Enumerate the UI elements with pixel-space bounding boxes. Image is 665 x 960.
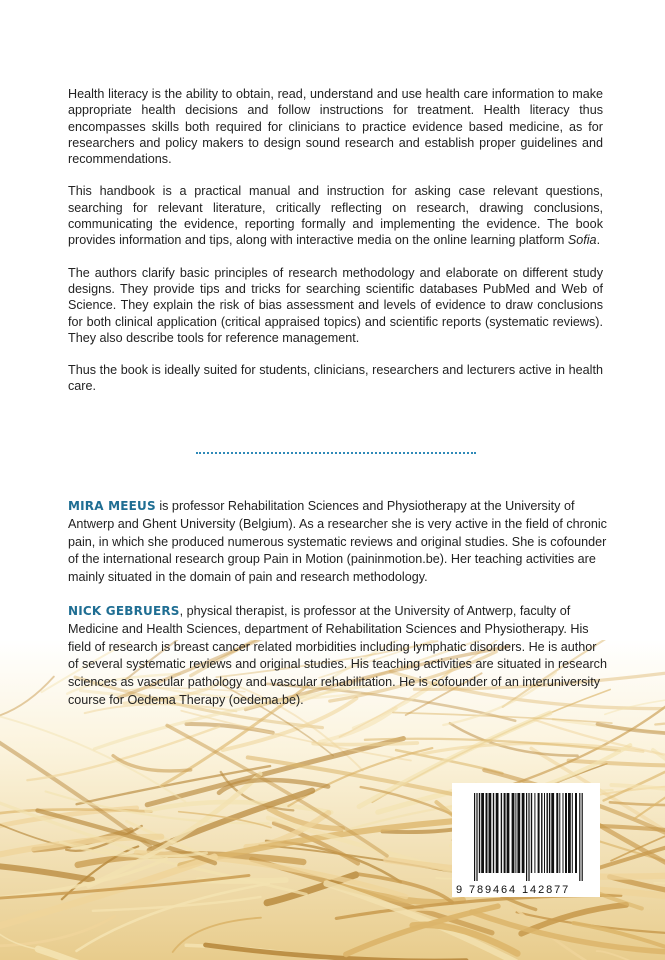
barcode-bar (517, 793, 520, 873)
barcode-bar (496, 793, 499, 873)
barcode-bar (572, 793, 573, 873)
barcode-bar (541, 793, 542, 873)
barcode-bar (501, 793, 502, 873)
description-paragraph: Thus the book is ideally suited for students, clinicians, researchers and lecturers active in health care. (68, 363, 603, 394)
description-paragraph (68, 183, 603, 248)
barcode-bar (504, 793, 506, 873)
description-paragraph: The authors clarify basic principles of research methodology and elaborate on different study designs. They provide tips and tricks for searching scientific databases PubMed and Web of Science. They explain the risk of bias assessment and levels of evidence to draw conclusions for both clinical application (critical appraised topics) and scientific reports (systematic reviews). They also describe tools for reference management. (68, 265, 603, 345)
isbn-barcode-graphic (452, 783, 600, 883)
barcode-bar (559, 793, 560, 873)
barcode-bar (512, 793, 515, 873)
book-description (68, 86, 603, 411)
barcode-bar (507, 793, 510, 873)
barcode-bar (479, 793, 480, 873)
isbn-barcode (452, 783, 600, 897)
barcode-bar (563, 793, 564, 873)
author-bio (68, 603, 608, 710)
barcode-bar (549, 793, 550, 873)
barcode-bar (515, 793, 516, 873)
barcode-bar (556, 793, 558, 873)
barcode-bar (565, 793, 567, 873)
barcode-bar (476, 793, 477, 881)
barcode-bar (474, 793, 475, 881)
platform-name: Sofia (567, 233, 597, 248)
description-text-end: . (596, 233, 601, 248)
barcode-bar (575, 793, 577, 873)
barcode-bar (538, 793, 540, 873)
barcode-bar (522, 793, 525, 873)
barcode-bar (579, 793, 580, 881)
barcode-bar (528, 793, 529, 881)
author-bio (68, 498, 608, 587)
barcode-bar (493, 793, 494, 873)
author-bio-text: , physical therapist, is professor at the University of Antwerp, faculty of Medicine and Health Sciences, department of Rehabilitation Sciences and Physiotherapy. His field of research is breast cancer related morbidities including lymphatic disorders. He is author of several systematic reviews and original studies. His teaching activities are situated in research sciences as vascular pathology and vascular rehabilitation. He is cofounder of an interuniversity course for Oedema Therapy (oedema.be). (68, 603, 607, 707)
isbn-number: 9 789464 142877 (456, 884, 571, 896)
author-bios (68, 498, 608, 726)
straw-strand (313, 743, 417, 745)
author-bio-text: is professor Rehabilitation Sciences and Physiotherapy at the University of Antwerp and Ghent University (Belgium). As a researcher she is very active in the field of chronic pain, in which she produced numerous systematic reviews and original studies. She is cofounder of the international research group Pain in Motion (paininmotion.be). Her teaching activities are mainly situated in the domain of pain and research methodology. (68, 499, 607, 585)
barcode-bar (551, 793, 554, 873)
barcode-bar (568, 793, 571, 873)
barcode-bar (481, 793, 484, 873)
barcode-bar (486, 793, 488, 873)
barcode-bar (526, 793, 527, 881)
description-text: This handbook is a practical manual and instruction for asking case relevant questions, searching for relevant literature, critically reflecting on research, drawing conclusions, communicating the evidence, reporting formally and implementing the evidence. The book provides information and tips, along with interactive media on the online learning platform (68, 184, 603, 248)
barcode-bar (489, 793, 492, 873)
barcode-bar (534, 793, 535, 873)
barcode-bar (531, 793, 532, 873)
barcode-bar (544, 793, 545, 873)
barcode-bar (547, 793, 548, 873)
dotted-divider (196, 452, 476, 454)
description-paragraph: Health literacy is the ability to obtain, read, understand and use health care information to make appropriate health decisions and follow instructions for treatment. Health literacy thus encompasses skills both required for clinicians to practice evidence based medicine, as for researchers and policy makers to design sound research and establish proper guidelines and recommendations. (68, 87, 603, 167)
author-name: NICK GEBRUERS (68, 603, 180, 618)
barcode-bar (582, 793, 583, 881)
author-name: MIRA MEEUS (68, 499, 156, 513)
